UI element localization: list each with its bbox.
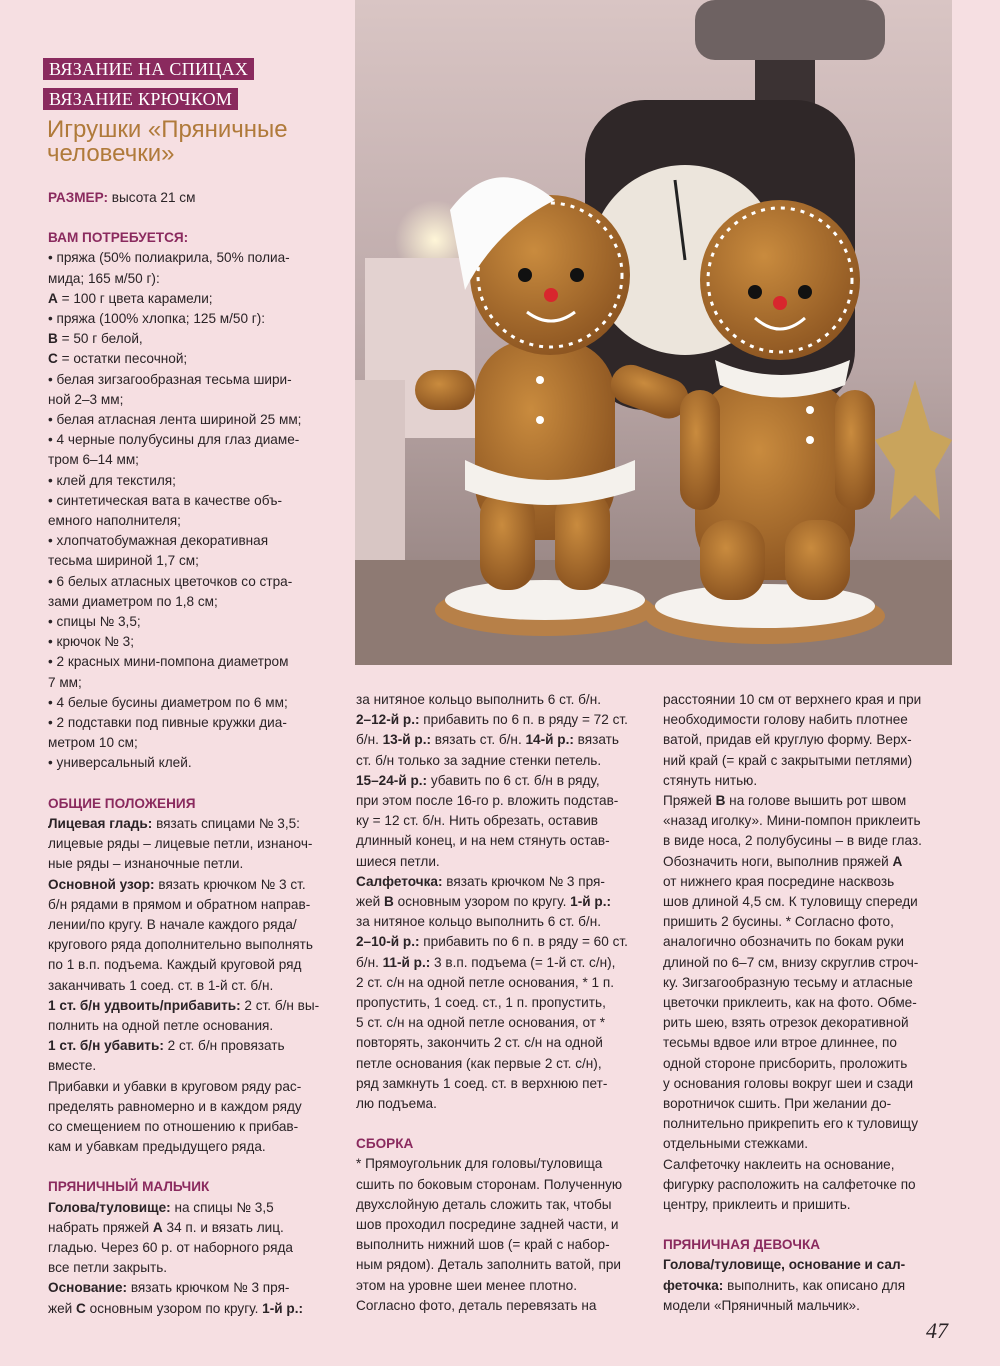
list-item: • хлопчатобумажная декоративная xyxy=(48,533,269,549)
size-line xyxy=(48,188,338,208)
text-line: по 1 в.п. подъема. Каждый круговой ряд xyxy=(48,957,302,973)
assembly-heading: СБОРКА xyxy=(356,1136,414,1152)
list-item: А = 100 г цвета карамели; xyxy=(48,290,213,306)
text-line: одной стороне присборить, проложить xyxy=(663,1055,908,1071)
text-line: Лицевая гладь: вязать спицами № 3,5: xyxy=(48,815,300,831)
text-line: фигурку расположить на салфеточке по xyxy=(663,1176,916,1192)
text-line: ку = 12 ст. б/н. Нить обрезать, оставив xyxy=(356,813,599,829)
list-item: мида; 165 м/50 г): xyxy=(48,270,160,286)
text-line: Согласно фото, деталь перевязать на xyxy=(356,1297,597,1313)
list-item: тром 6–14 мм; xyxy=(48,452,139,468)
text-line: заканчивать 1 соед. ст. в 1-й ст. б/н. xyxy=(48,977,274,993)
text-line: 5 ст. с/н на одной петле основания, от * xyxy=(356,1015,606,1031)
text-line: 1 ст. б/н удвоить/прибавить: 2 ст. б/н вы- xyxy=(48,997,320,1013)
text-line: ные ряды – изнаночные петли. xyxy=(48,856,244,872)
text-line: от нижнего края посредине насквозь xyxy=(663,873,895,889)
list-item: • синтетическая вата в качестве объ- xyxy=(48,492,283,508)
column-1 xyxy=(48,188,338,1319)
gingerbread-toys-photo xyxy=(355,0,952,665)
text-line: б/н. 13-й р.: вязать ст. б/н. 14-й р.: вязать xyxy=(356,732,619,748)
text-line: Основной узор: вязать крючком № 3 ст. xyxy=(48,876,306,892)
text-line: Голова/туловище, основание и сал- xyxy=(663,1257,906,1273)
text-line: жей С основным узором по кругу. 1-й р.: xyxy=(48,1300,303,1316)
size-label: РАЗМЕР: xyxy=(48,190,109,205)
text-line: Пряжей В на голове вышить рот швом xyxy=(663,793,907,809)
text-line: лении/по кругу. В начале каждого ряда/ xyxy=(48,916,297,932)
list-item: • универсальный клей. xyxy=(48,755,192,771)
text-line: феточка: выполнить, как описано для xyxy=(663,1277,906,1293)
list-item: • пряжа (50% полиакрила, 50% полиа- xyxy=(48,250,290,266)
column-2 xyxy=(356,690,648,1316)
text-line: петле основания (как первые 2 ст. с/н), xyxy=(356,1055,602,1071)
text-line: Прибавки и убавки в круговом ряду рас- xyxy=(48,1078,302,1094)
text-line: воротничок сшить. При желании до- xyxy=(663,1096,892,1112)
text-line: кругового ряда дополнительно выполнять xyxy=(48,937,313,953)
list-item: • белая атласная лента шириной 25 мм; xyxy=(48,412,302,428)
text-line: отдельными стежками. xyxy=(663,1136,808,1152)
text-line: 1 ст. б/н убавить: 2 ст. б/н провязать xyxy=(48,1038,285,1054)
text-line: лицевые ряды – лицевые петли, изнаноч- xyxy=(48,836,313,852)
girl-heading: ПРЯНИЧНАЯ ДЕВОЧКА xyxy=(663,1237,821,1253)
text-line: 15–24-й р.: убавить по 6 ст. б/н в ряду, xyxy=(356,772,600,788)
list-item: • 4 белые бусины диаметром по 6 мм; xyxy=(48,694,288,710)
list-item: ной 2–3 мм; xyxy=(48,391,124,407)
list-item: • 6 белых атласных цветочков со стра- xyxy=(48,573,293,589)
text-line: полнить на одной петле основания. xyxy=(48,1017,274,1033)
materials-heading: ВАМ ПОТРЕБУЕТСЯ: xyxy=(48,230,189,246)
text-line: аналогично обозначить по бокам руки xyxy=(663,934,904,950)
text-line: повторять, закончить 2 ст. с/н на одной xyxy=(356,1035,603,1051)
list-item: • пряжа (100% хлопка; 125 м/50 г): xyxy=(48,311,266,327)
list-item: • 2 подставки под пивные кружки диа- xyxy=(48,715,287,731)
list-item: • 2 красных мини-помпона диаметром xyxy=(48,654,289,670)
title-line-1: Игрушки «Пряничные xyxy=(47,116,288,143)
text-line: за нитяное кольцо выполнить 6 ст. б/н. xyxy=(356,692,601,707)
list-item: • крючок № 3; xyxy=(48,634,135,650)
text-line: длиной по 6–7 см, внизу скруглив строч- xyxy=(663,954,919,970)
text-line: пределять равномерно и в каждом ряду xyxy=(48,1098,302,1114)
size-text: высота 21 см xyxy=(108,190,196,205)
text-line: все петли закрыть. xyxy=(48,1260,168,1276)
text-line: шиеся петли. xyxy=(356,853,440,869)
list-item: тесьма шириной 1,7 см; xyxy=(48,553,199,569)
text-line: пришить 2 бусины. * Согласно фото, xyxy=(663,914,894,930)
text-line: Салфеточку наклеить на основание, xyxy=(663,1156,895,1172)
text-line: набрать пряжей А 34 п. и вязать лиц. xyxy=(48,1219,284,1235)
text-line: шов длиной 4,5 см. К туловищу спереди xyxy=(663,894,918,910)
text-line: Голова/туловище: на спицы № 3,5 xyxy=(48,1199,274,1215)
list-item: метром 10 см; xyxy=(48,735,138,751)
text-line: этом на уровне шеи менее плотно. xyxy=(356,1277,577,1293)
text-line: тесьмы вдвое или втрое длиннее, по xyxy=(663,1035,897,1051)
text-line: 2–12-й р.: прибавить по 6 п. в ряду = 72 ст. xyxy=(356,712,628,728)
title-line-2: человечки» xyxy=(47,140,175,167)
text-line: ным рядом). Деталь заполнить ватой, при xyxy=(356,1257,621,1273)
list-item: • белая зигзагообразная тесьма шири- xyxy=(48,371,292,387)
text-line: со смещением по отношению к прибав- xyxy=(48,1118,299,1134)
boy-heading: ПРЯНИЧНЫЙ МАЛЬЧИК xyxy=(48,1179,210,1195)
list-item: • спицы № 3,5; xyxy=(48,614,141,630)
text-line: центру, приклеить и пришить. xyxy=(663,1197,851,1213)
list-item: емного наполнителя; xyxy=(48,513,181,529)
text-line: ряд замкнуть 1 соед. ст. в верхнюю пет- xyxy=(356,1075,608,1091)
page-title xyxy=(47,118,347,166)
boy-text xyxy=(48,1198,338,1319)
list-item: 7 мм; xyxy=(48,674,82,690)
text-line: за нитяное кольцо выполнить 6 ст. б/н. xyxy=(356,914,601,930)
text-line: сшить по боковым сторонам. Полученную xyxy=(356,1176,623,1192)
text-line: пропустить, 1 соед. ст., 1 п. пропустить, xyxy=(356,995,606,1011)
text-line: рить шею, взять отрезок декоративной xyxy=(663,1015,909,1031)
column-3 xyxy=(663,690,955,1316)
text-line: 2 ст. с/н на одной петле основания, * 1 п. xyxy=(356,974,615,990)
text-line: Основание: вязать крючком № 3 пря- xyxy=(48,1280,290,1296)
text-line: цветочки приклеить, как на фото. Обме- xyxy=(663,995,917,1011)
text-line: 2–10-й р.: прибавить по 6 п. в ряду = 60 ст. xyxy=(356,934,628,950)
text-line: полнительно прикрепить его к туловищу xyxy=(663,1116,919,1132)
text-line: кам и убавкам предыдущего ряда. xyxy=(48,1139,266,1155)
text-line: длинный конец, и на нем стянуть остав- xyxy=(356,833,610,849)
list-item: • 4 черные полубусины для глаз диаме- xyxy=(48,432,300,448)
category-tag-knitting: ВЯЗАНИЕ НА СПИЦАХ xyxy=(43,58,254,80)
list-item: зами диаметром по 1,8 см; xyxy=(48,593,218,609)
text-line: ватой, придав ей круглую форму. Верх- xyxy=(663,732,912,748)
text-line: стянуть нитью. xyxy=(663,772,758,788)
materials-list xyxy=(48,248,338,773)
text-line: б/н рядами в прямом и обратном направ- xyxy=(48,896,311,912)
text-line: жей В основным узором по кругу. 1-й р.: xyxy=(356,894,611,910)
text-line: ний край (= край с закрытыми петлями) xyxy=(663,752,913,768)
page-number: 47 xyxy=(926,1318,948,1343)
text-line: * Прямоугольник для головы/туловища xyxy=(356,1156,603,1172)
list-item: • клей для текстиля; xyxy=(48,472,176,488)
text-line: расстоянии 10 см от верхнего края и при xyxy=(663,692,922,707)
text-line: гладью. Через 60 р. от наборного ряда xyxy=(48,1239,293,1255)
text-line: выполнить нижний шов (= край с набор- xyxy=(356,1237,610,1253)
text-line: в виде носа, 2 полубусины – в виде глаз. xyxy=(663,833,922,849)
text-line: у основания головы вокруг шеи и сзади xyxy=(663,1075,914,1091)
list-item: В = 50 г белой, xyxy=(48,331,143,347)
list-item: С = остатки песочной; xyxy=(48,351,188,367)
general-text xyxy=(48,814,338,1157)
category-tag-crochet: ВЯЗАНИЕ КРЮЧКОМ xyxy=(43,88,238,110)
text-line: шов проходил посредине задней части, и xyxy=(356,1217,619,1233)
text-line: необходимости голову набить плотнее xyxy=(663,712,908,728)
text-line: при этом после 16-го р. вложить подстав- xyxy=(356,793,619,809)
general-heading: ОБЩИЕ ПОЛОЖЕНИЯ xyxy=(48,795,196,811)
text-line: лю подъема. xyxy=(356,1096,437,1112)
text-line: модели «Пряничный мальчик». xyxy=(663,1297,860,1313)
text-line: ку. Зигзагообразную тесьму и атласные xyxy=(663,974,913,990)
text-line: двухслойную деталь сложить так, чтобы xyxy=(356,1196,612,1212)
text-line: Обозначить ноги, выполнив пряжей А xyxy=(663,853,903,869)
text-line: Салфеточка: вязать крючком № 3 пря- xyxy=(356,873,605,889)
text-line: б/н. 11-й р.: 3 в.п. подъема (= 1-й ст. с/н), xyxy=(356,954,616,970)
text-line: вместе. xyxy=(48,1058,97,1074)
text-line: «назад иголку». Мини-помпон приклеить xyxy=(663,813,921,829)
text-line: ст. б/н только за задние стенки петель. xyxy=(356,752,602,768)
